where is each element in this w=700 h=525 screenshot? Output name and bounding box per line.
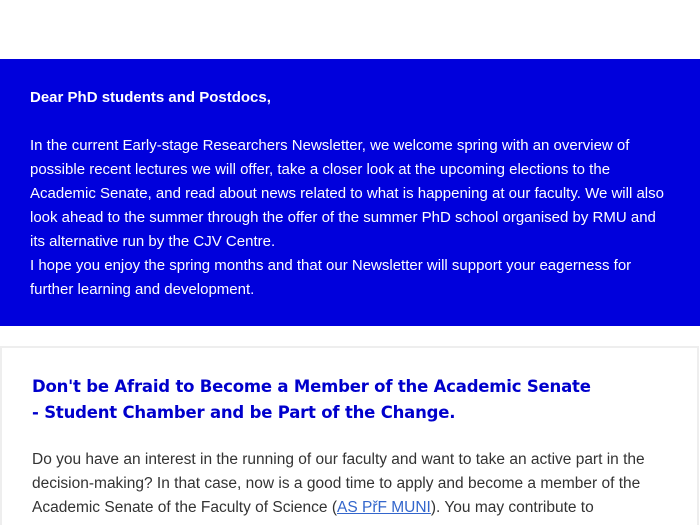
intro-paragraph bbox=[30, 134, 670, 302]
intro-paragraph-1: In the current Early-stage Researchers Newsletter, we welcome spring with an overview of possible recent lectures we will offer, take a closer look at the upcoming elections to the Academic Senate, and read about news related to what is happening at our faculty. We will also look ahead to the summer through the offer of the summer PhD school organised by RMU and its alternative run by the CJV Centre. bbox=[30, 137, 664, 250]
article-title-line-2: - Student Chamber and be Part of the Change. bbox=[32, 403, 456, 422]
as-prf-muni-link[interactable]: AS PřF MUNI bbox=[337, 499, 431, 516]
article-card bbox=[0, 346, 699, 525]
article-body bbox=[32, 448, 667, 520]
section-gap bbox=[0, 326, 700, 346]
article-body-text: Do you have an interest in the running of our faculty and want to take an active part in the decision-making? In that case, now is a good time to apply and become a member of the Academic Senate of the Faculty of Science ( bbox=[32, 451, 645, 516]
greeting: Dear PhD students and Postdocs, bbox=[30, 89, 271, 106]
article-body-text-continued: ). You may contribute to bbox=[430, 499, 594, 516]
top-spacer bbox=[0, 0, 700, 59]
intro-section bbox=[0, 59, 700, 326]
article-title bbox=[32, 374, 667, 426]
intro-paragraph-2: I hope you enjoy the spring months and that our Newsletter will support your eagerness for further learning and development. bbox=[30, 257, 632, 298]
article-title-line-1: Don't be Afraid to Become a Member of the Academic Senate bbox=[32, 377, 591, 396]
